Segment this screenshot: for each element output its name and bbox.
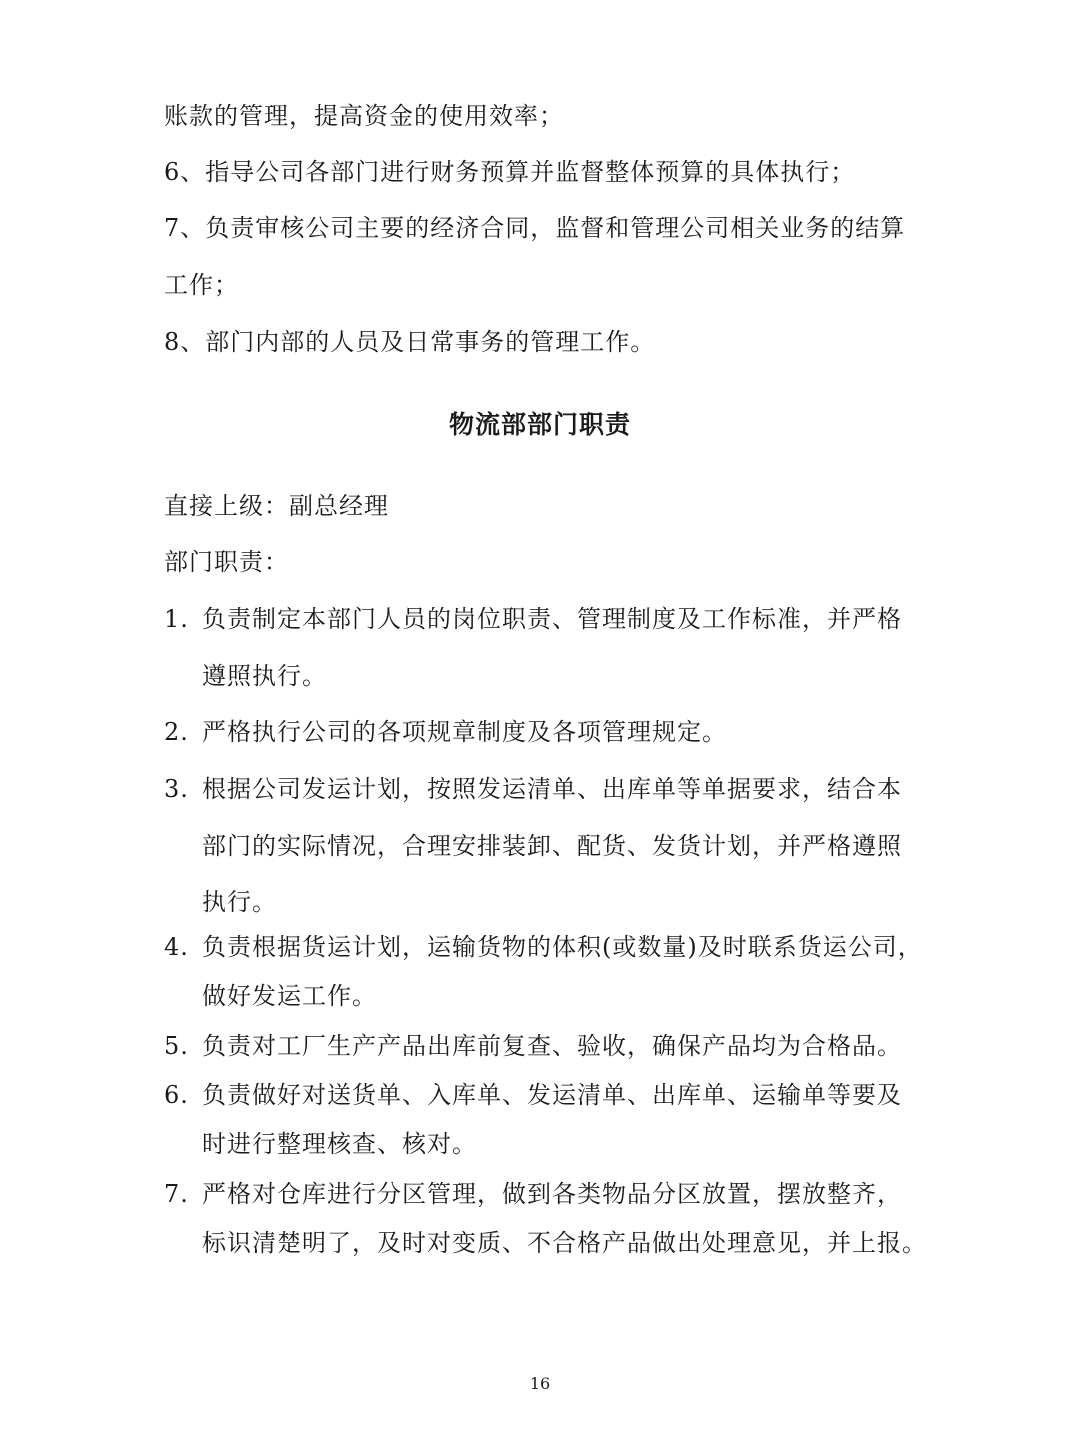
duty-text: 严格对仓库进行分区管理，做到各类物品分区放置，摆放整齐，	[202, 1180, 902, 1208]
duty-text: 执行。	[202, 888, 277, 916]
duty-number: 4.	[164, 933, 189, 961]
duty-number: 5.	[164, 1032, 189, 1060]
duty-text: 时进行整理核查、核对。	[202, 1130, 477, 1158]
page-number: 16	[529, 1374, 551, 1393]
intro-line-2: 6、指导公司各部门进行财务预算并监督整体预算的具体执行；	[164, 158, 856, 186]
duty-text: 根据公司发运计划，按照发运清单、出库单等单据要求，结合本	[202, 775, 902, 803]
duty-text: 标识清楚明了，及时对变质、不合格产品做出处理意见，并上报。	[202, 1229, 927, 1257]
superior-line: 直接上级：副总经理	[164, 492, 389, 520]
intro-line-3: 7、负责审核公司主要的经济合同，监督和管理公司相关业务的结算	[164, 214, 906, 242]
duty-text: 负责对工厂生产产品出库前复查、验收，确保产品均为合格品。	[202, 1032, 902, 1060]
duty-number: 6.	[164, 1081, 189, 1109]
intro-line-5: 8、部门内部的人员及日常事务的管理工作。	[164, 328, 656, 356]
duty-text: 遵照执行。	[202, 662, 327, 690]
duty-text: 负责制定本部门人员的岗位职责、管理制度及工作标准，并严格	[202, 605, 902, 633]
duty-text: 部门的实际情况，合理安排装卸、配货、发货计划，并严格遵照	[202, 832, 902, 860]
duty-text: 严格执行公司的各项规章制度及各项管理规定。	[202, 718, 727, 746]
duty-number: 1.	[164, 605, 189, 633]
duty-text: 负责根据货运计划，运输货物的体积(或数量)及时联系货运公司，	[202, 933, 923, 961]
intro-line-1: 账款的管理，提高资金的使用效率；	[164, 102, 564, 130]
duty-number: 3.	[164, 775, 189, 803]
intro-line-4: 工作；	[164, 271, 239, 299]
section-title: 物流部部门职责	[448, 410, 631, 439]
duty-number: 7.	[164, 1180, 189, 1208]
duty-text: 负责做好对送货单、入库单、发运清单、出库单、运输单等要及	[202, 1081, 902, 1109]
duty-number: 2.	[164, 718, 189, 746]
duties-label: 部门职责：	[164, 548, 289, 576]
duty-text: 做好发运工作。	[202, 982, 377, 1010]
